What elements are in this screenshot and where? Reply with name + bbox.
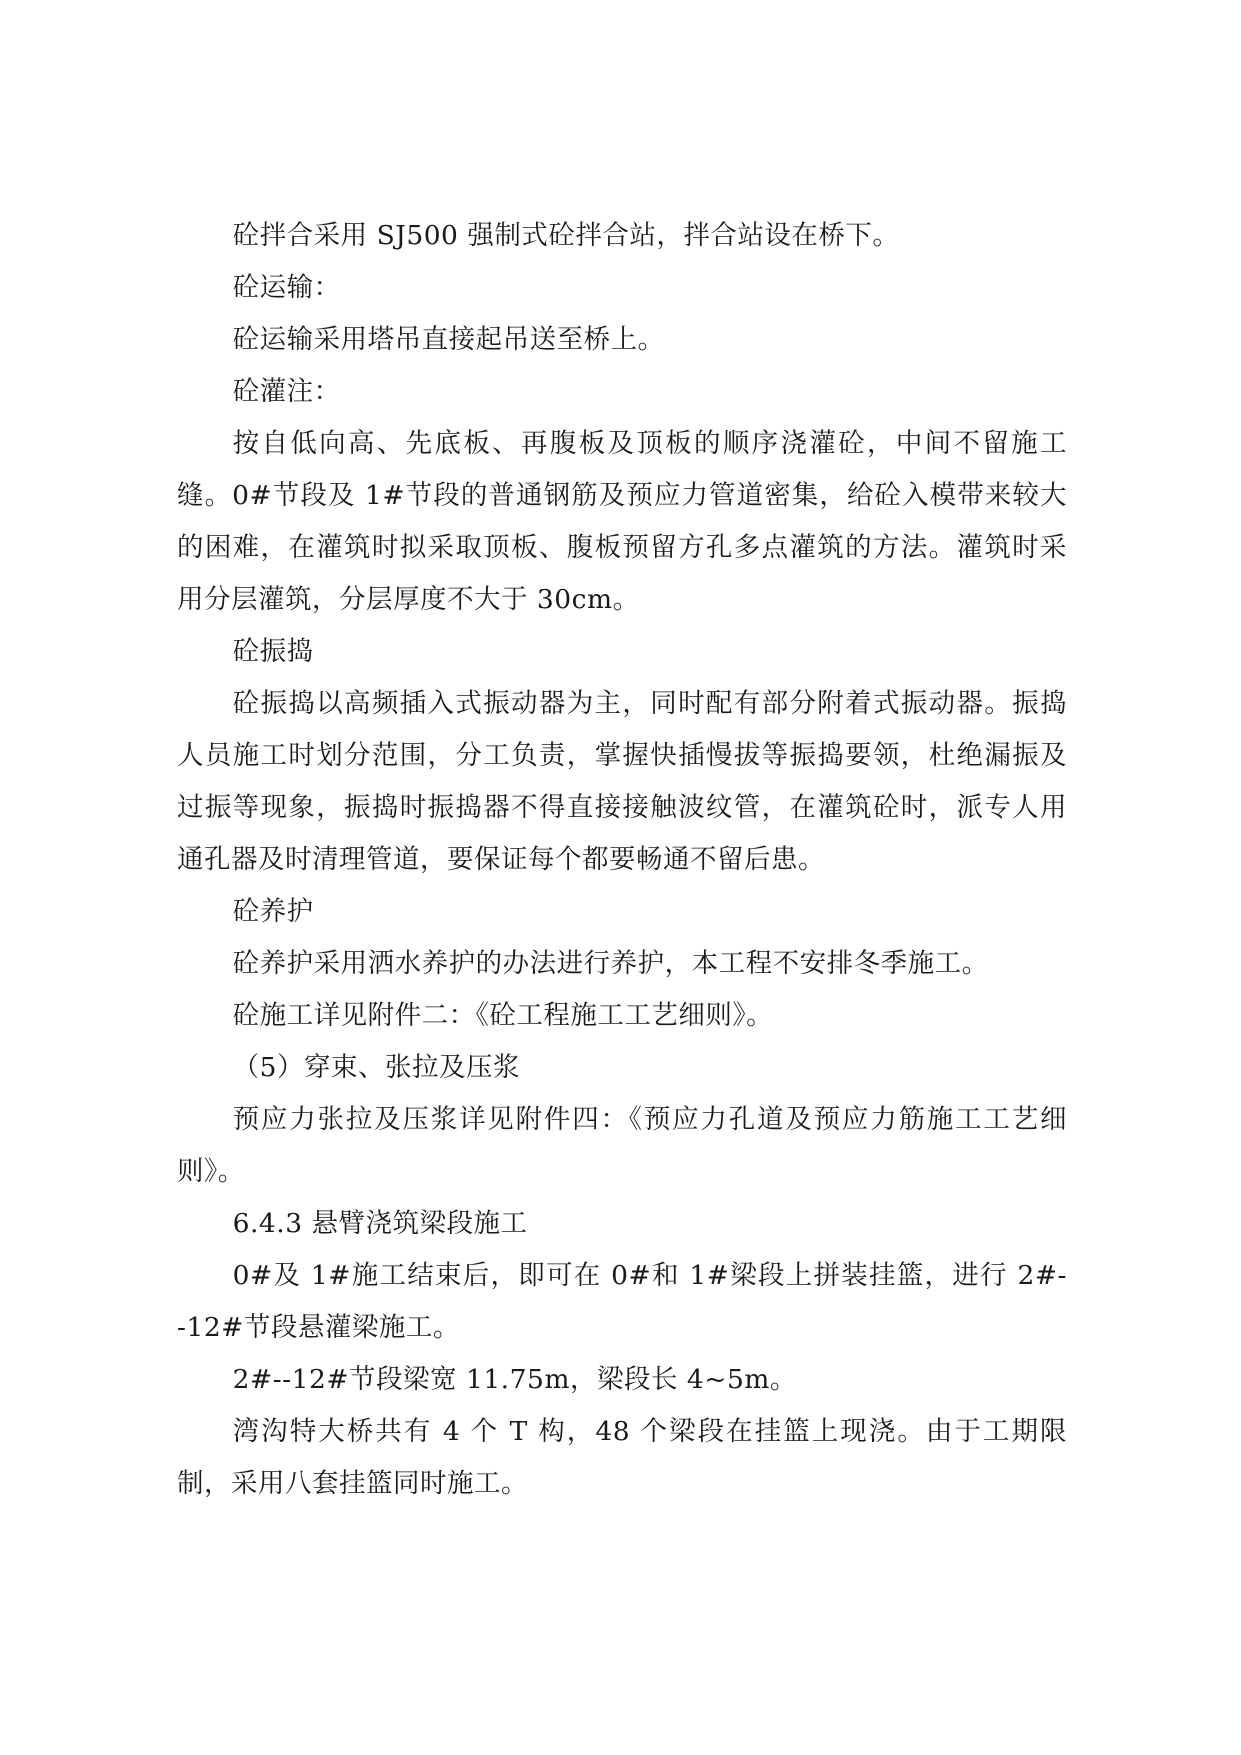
paragraph-mixing-station: 砼拌合采用 SJ500 强制式砼拌合站，拌合站设在桥下。: [232, 220, 900, 251]
section-heading-6-4-3: 6.4.3 悬臂浇筑梁段施工: [232, 1208, 528, 1239]
paragraph-bridge-summary: 湾沟特大桥共有 4 个 T 构，48 个梁段在挂篮上现浇。由于工期限制，采用八套挂篮同时施工。: [177, 1416, 1067, 1499]
heading-tensioning: （5）穿束、张拉及压浆: [232, 1052, 521, 1083]
paragraph-cantilever-start: 0#及 1#施工结束后，即可在 0#和 1#梁段上拼装挂篮，进行 2#--12#节段悬灌梁施工。: [177, 1260, 1067, 1343]
paragraph-attachment-two: 砼施工详见附件二：《砼工程施工工艺细则》。: [232, 1000, 774, 1031]
paragraph-segment-dimensions: 2#--12#节段梁宽 11.75m，梁段长 4~5m。: [232, 1364, 797, 1395]
document-body: [177, 210, 1067, 1510]
paragraph-transport: 砼运输采用塔吊直接起吊送至桥上。: [232, 324, 665, 355]
heading-vibration: 砼振捣: [232, 636, 314, 667]
heading-curing: 砼养护: [232, 896, 314, 927]
heading-pouring: 砼灌注：: [232, 376, 341, 407]
heading-transport: 砼运输：: [232, 272, 341, 303]
paragraph-vibration: 砼振捣以高频插入式振动器为主，同时配有部分附着式振动器。振捣人员施工时划分范围，分工负责，掌握快插慢拔等振捣要领，杜绝漏振及过振等现象，振捣时振捣器不得直接接触波纹管，在灌筑砼时，派专人用通孔器及时清理管道，要保证每个都要畅通不留后患。: [177, 688, 1067, 875]
paragraph-curing: 砼养护采用洒水养护的办法进行养护，本工程不安排冬季施工。: [232, 948, 989, 979]
paragraph-tensioning: 预应力张拉及压浆详见附件四：《预应力孔道及预应力筋施工工艺细则》。: [177, 1104, 1067, 1187]
paragraph-pouring: 按自低向高、先底板、再腹板及顶板的顺序浇灌砼，中间不留施工缝。0#节段及 1#节段的普通钢筋及预应力管道密集，给砼入模带来较大的困难，在灌筑时拟采取顶板、腹板预留方孔多点灌筑的方法。灌筑时采用分层灌筑，分层厚度不大于 30cm。: [177, 428, 1067, 615]
